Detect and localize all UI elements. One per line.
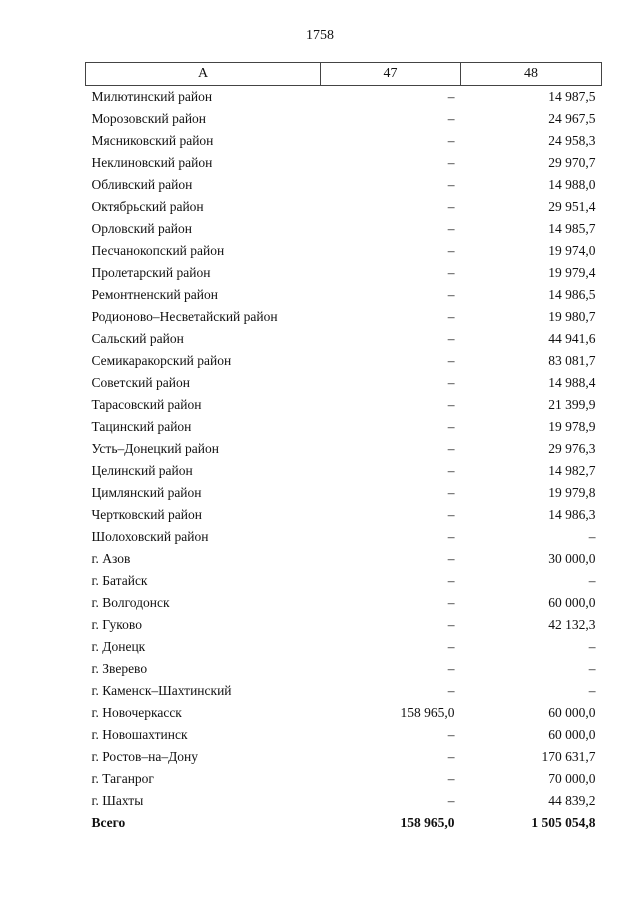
row-col-48-cell: 14 988,0 bbox=[548, 177, 596, 192]
table-row bbox=[86, 328, 602, 350]
row-name-cell: Обливский район bbox=[91, 177, 193, 192]
row-col-48-cell: 24 967,5 bbox=[548, 111, 596, 126]
row-col-47-cell: – bbox=[447, 89, 455, 104]
row-name-cell: г. Каменск–Шахтинский bbox=[91, 683, 232, 698]
table-row bbox=[86, 658, 602, 680]
row-name-cell: г. Зверево bbox=[91, 661, 148, 676]
row-col-48-cell: – bbox=[588, 683, 596, 698]
row-col-48-cell: 19 978,9 bbox=[548, 419, 596, 434]
row-col-48-cell: – bbox=[588, 573, 596, 588]
row-col-47-cell: – bbox=[447, 331, 455, 346]
row-name-cell: г. Гуково bbox=[91, 617, 142, 632]
row-col-48-cell: 19 979,8 bbox=[548, 485, 596, 500]
row-name-cell: Чертковский район bbox=[91, 507, 202, 522]
row-name-cell: г. Новочеркасск bbox=[91, 705, 182, 720]
row-col-47-cell: – bbox=[447, 771, 455, 786]
table-row bbox=[86, 614, 602, 636]
row-col-47-cell: – bbox=[447, 661, 455, 676]
table-row bbox=[86, 262, 602, 284]
table-row bbox=[86, 152, 602, 174]
row-col-48-cell: 44 941,6 bbox=[548, 331, 596, 346]
row-col-47-cell: – bbox=[447, 573, 455, 588]
row-col-47-cell: – bbox=[447, 155, 455, 170]
row-col-47-cell: – bbox=[447, 419, 455, 434]
row-col-47-cell: – bbox=[447, 617, 455, 632]
row-col-48-cell: 21 399,9 bbox=[548, 397, 596, 412]
table-row bbox=[86, 504, 602, 526]
table-row bbox=[86, 416, 602, 438]
row-name-cell: Ремонтненский район bbox=[91, 287, 218, 302]
row-col-47-cell: 158 965,0 bbox=[400, 705, 455, 720]
table-row bbox=[86, 394, 602, 416]
row-name-cell: Пролетарский район bbox=[91, 265, 211, 280]
row-col-48-cell: 60 000,0 bbox=[548, 595, 596, 610]
budget-table bbox=[85, 62, 602, 834]
row-name-cell: Мясниковский район bbox=[91, 133, 214, 148]
row-col-48-cell: 14 985,7 bbox=[548, 221, 596, 236]
total-col-48-cell: 1 505 054,8 bbox=[531, 815, 596, 830]
table-row bbox=[86, 768, 602, 790]
row-col-47-cell: – bbox=[447, 397, 455, 412]
row-col-47-cell: – bbox=[447, 309, 455, 324]
table-row bbox=[86, 196, 602, 218]
row-col-48-cell: 70 000,0 bbox=[548, 771, 596, 786]
table-row bbox=[86, 790, 602, 812]
table-row bbox=[86, 592, 602, 614]
table-row bbox=[86, 108, 602, 130]
row-name-cell: Тацинский район bbox=[91, 419, 192, 434]
table-row bbox=[86, 746, 602, 768]
row-name-cell: г. Шахты bbox=[91, 793, 144, 808]
total-row bbox=[86, 812, 602, 834]
row-col-48-cell: 44 839,2 bbox=[548, 793, 596, 808]
table-row bbox=[86, 218, 602, 240]
table-row bbox=[86, 438, 602, 460]
row-col-47-cell: – bbox=[447, 529, 455, 544]
row-col-48-cell: 14 982,7 bbox=[548, 463, 596, 478]
header-row bbox=[86, 63, 602, 86]
row-col-47-cell: – bbox=[447, 441, 455, 456]
row-name-cell: г. Таганрог bbox=[91, 771, 154, 786]
table-row bbox=[86, 702, 602, 724]
row-col-48-cell: 14 987,5 bbox=[548, 89, 596, 104]
table-row bbox=[86, 526, 602, 548]
row-name-cell: Сальский район bbox=[91, 331, 184, 346]
row-col-47-cell: – bbox=[447, 375, 455, 390]
table-header bbox=[86, 63, 602, 86]
header-col-48: 48 bbox=[461, 63, 602, 86]
row-name-cell: Орловский район bbox=[91, 221, 192, 236]
row-col-48-cell: 42 132,3 bbox=[548, 617, 596, 632]
row-col-47-cell: – bbox=[447, 683, 455, 698]
table-row bbox=[86, 482, 602, 504]
row-col-47-cell: – bbox=[447, 749, 455, 764]
row-col-47-cell: – bbox=[447, 111, 455, 126]
row-col-48-cell: 14 986,3 bbox=[548, 507, 596, 522]
row-col-48-cell: 14 988,4 bbox=[548, 375, 596, 390]
row-name-cell: Милютинский район bbox=[91, 89, 213, 104]
row-col-47-cell: – bbox=[447, 595, 455, 610]
total-col-47-cell: 158 965,0 bbox=[400, 815, 455, 830]
table-row bbox=[86, 680, 602, 702]
row-col-48-cell: 19 980,7 bbox=[548, 309, 596, 324]
header-col-47: 47 bbox=[321, 63, 461, 86]
table-row bbox=[86, 86, 602, 109]
row-col-48-cell: 170 631,7 bbox=[541, 749, 596, 764]
row-col-48-cell: – bbox=[588, 529, 596, 544]
row-name-cell: г. Новошахтинск bbox=[91, 727, 188, 742]
row-name-cell: Тарасовский район bbox=[91, 397, 202, 412]
table-row bbox=[86, 130, 602, 152]
row-col-47-cell: – bbox=[447, 287, 455, 302]
row-name-cell: г. Батайск bbox=[91, 573, 148, 588]
row-col-48-cell: 19 979,4 bbox=[548, 265, 596, 280]
row-col-48-cell: 29 976,3 bbox=[548, 441, 596, 456]
row-name-cell: Цимлянский район bbox=[91, 485, 202, 500]
row-col-48-cell: 14 986,5 bbox=[548, 287, 596, 302]
row-col-48-cell: 60 000,0 bbox=[548, 727, 596, 742]
table-row bbox=[86, 284, 602, 306]
total-name-cell: Всего bbox=[91, 815, 126, 830]
budget-table-container bbox=[85, 62, 601, 834]
table-row bbox=[86, 460, 602, 482]
row-name-cell: Родионово–Несветайский район bbox=[91, 309, 278, 324]
table-row bbox=[86, 350, 602, 372]
row-col-48-cell: 29 970,7 bbox=[548, 155, 596, 170]
row-col-47-cell: – bbox=[447, 463, 455, 478]
row-col-48-cell: 29 951,4 bbox=[548, 199, 596, 214]
row-name-cell: Усть–Донецкий район bbox=[91, 441, 219, 456]
row-col-47-cell: – bbox=[447, 221, 455, 236]
page-number: 1758 bbox=[306, 28, 334, 43]
header-col-a: A bbox=[86, 63, 321, 86]
row-col-47-cell: – bbox=[447, 793, 455, 808]
row-name-cell: г. Волгодонск bbox=[91, 595, 170, 610]
row-col-47-cell: – bbox=[447, 353, 455, 368]
table-row bbox=[86, 636, 602, 658]
table-row bbox=[86, 306, 602, 328]
row-col-47-cell: – bbox=[447, 177, 455, 192]
row-name-cell: Песчанокопский район bbox=[91, 243, 225, 258]
table-row bbox=[86, 724, 602, 746]
row-name-cell: Семикаракорский район bbox=[91, 353, 232, 368]
row-col-47-cell: – bbox=[447, 199, 455, 214]
row-col-48-cell: 24 958,3 bbox=[548, 133, 596, 148]
table-row bbox=[86, 372, 602, 394]
table-body bbox=[86, 86, 602, 835]
row-col-48-cell: – bbox=[588, 661, 596, 676]
table-row bbox=[86, 174, 602, 196]
row-name-cell: Неклиновский район bbox=[91, 155, 213, 170]
row-name-cell: Советский район bbox=[91, 375, 190, 390]
row-col-47-cell: – bbox=[447, 485, 455, 500]
row-col-48-cell: 30 000,0 bbox=[548, 551, 596, 566]
row-name-cell: г. Ростов–на–Дону bbox=[91, 749, 199, 764]
row-col-47-cell: – bbox=[447, 639, 455, 654]
row-name-cell: Октябрьский район bbox=[91, 199, 204, 214]
row-col-47-cell: – bbox=[447, 507, 455, 522]
row-col-47-cell: – bbox=[447, 243, 455, 258]
row-col-47-cell: – bbox=[447, 727, 455, 742]
row-col-48-cell: – bbox=[588, 639, 596, 654]
row-col-48-cell: 60 000,0 bbox=[548, 705, 596, 720]
row-col-48-cell: 19 974,0 bbox=[548, 243, 596, 258]
row-name-cell: Шолоховский район bbox=[91, 529, 209, 544]
row-name-cell: г. Донецк bbox=[91, 639, 146, 654]
row-col-47-cell: – bbox=[447, 133, 455, 148]
row-name-cell: Целинский район bbox=[91, 463, 193, 478]
table-row bbox=[86, 570, 602, 592]
row-col-47-cell: – bbox=[447, 551, 455, 566]
table-row bbox=[86, 548, 602, 570]
table-row bbox=[86, 240, 602, 262]
row-col-48-cell: 83 081,7 bbox=[548, 353, 596, 368]
row-col-47-cell: – bbox=[447, 265, 455, 280]
row-name-cell: г. Азов bbox=[91, 551, 131, 566]
row-name-cell: Морозовский район bbox=[91, 111, 207, 126]
